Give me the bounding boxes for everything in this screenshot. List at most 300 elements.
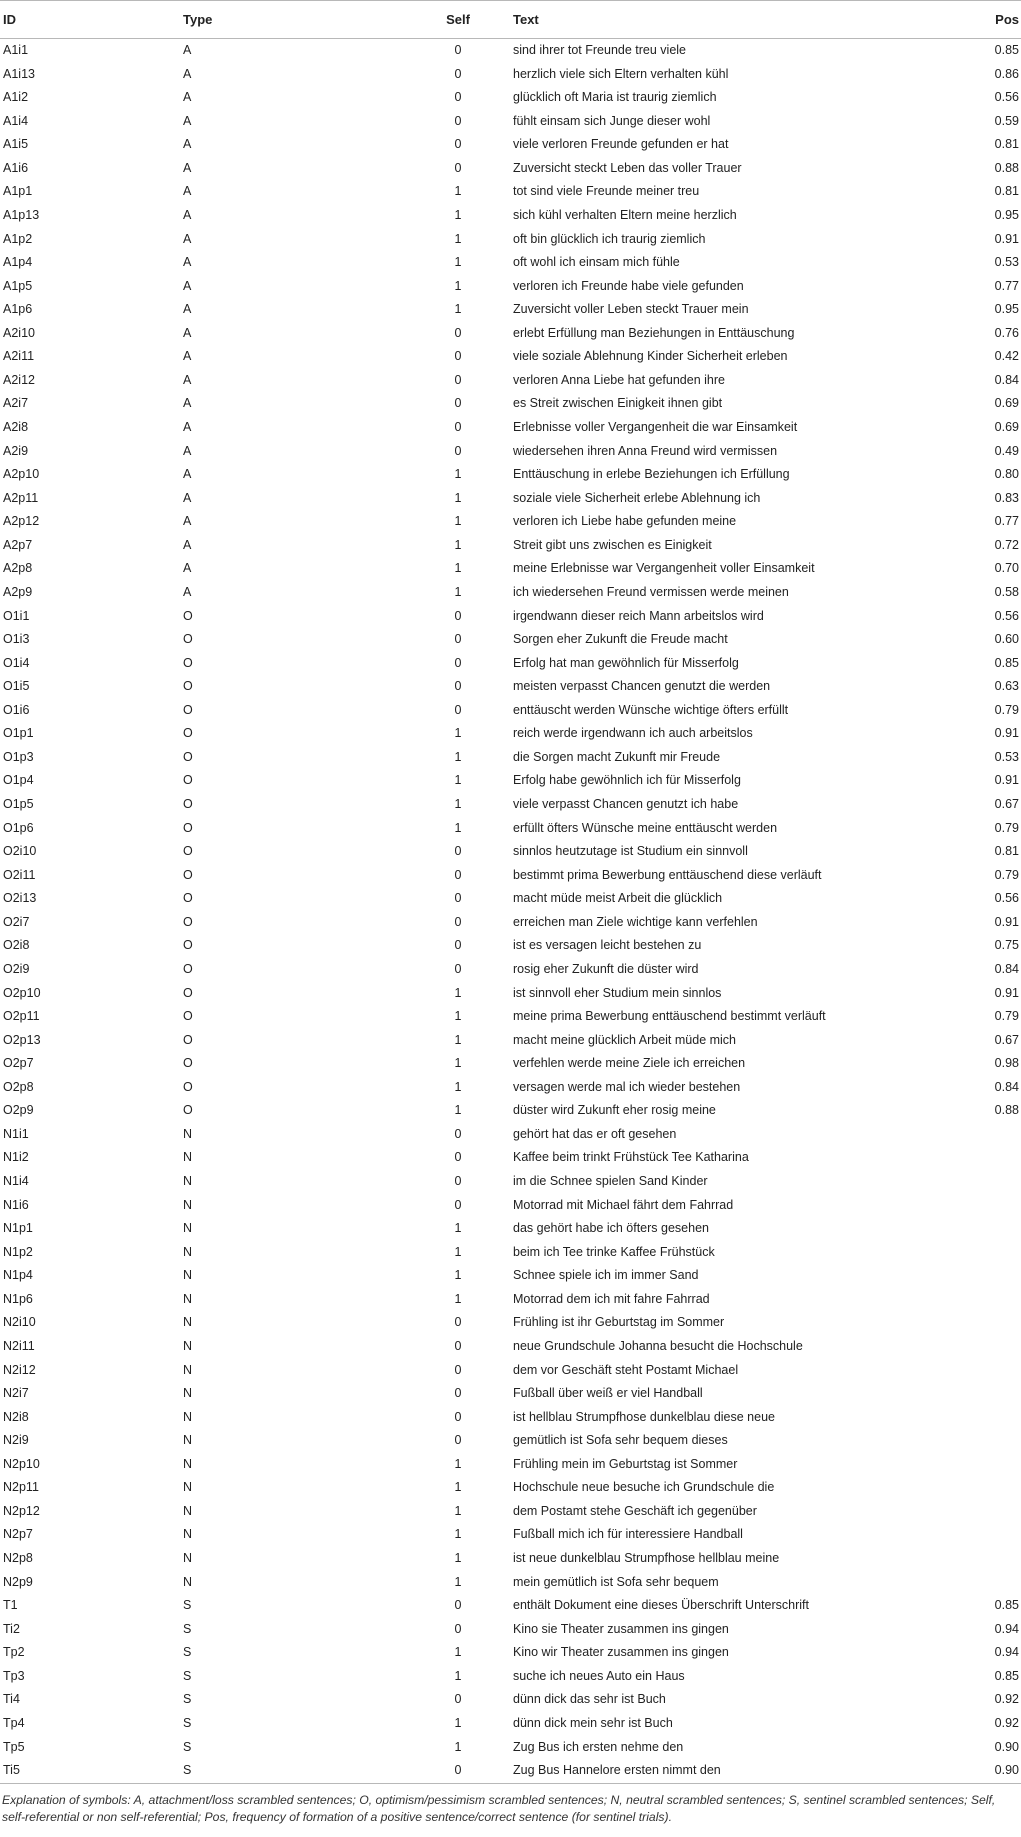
cell-self: 1 <box>454 1268 462 1283</box>
cell-self: 1 <box>454 1551 462 1565</box>
cell-id: Tp4 <box>3 1715 25 1730</box>
cell-text: Erlebnisse voller Vergangenheit die war Einsamkeit <box>513 420 798 434</box>
table-row <box>0 204 1021 228</box>
table-row <box>0 581 1021 605</box>
cell-id: O1i3 <box>3 632 30 647</box>
cell-type: O <box>183 702 193 717</box>
table-row <box>0 1476 1021 1500</box>
cell-self: 1 <box>454 1056 462 1071</box>
table-row <box>0 440 1021 464</box>
cell-id: N1p4 <box>3 1268 33 1283</box>
cell-type: A <box>183 137 192 152</box>
table-row <box>0 817 1021 841</box>
cell-self: 1 <box>454 1645 462 1660</box>
cell-text: neue Grundschule Johanna besucht die Hochschule <box>513 1338 803 1353</box>
table-row <box>0 605 1021 629</box>
table-row <box>0 1429 1021 1453</box>
cell-type: O <box>183 773 193 788</box>
cell-pos: 0.69 <box>994 396 1019 411</box>
cell-id: Tp2 <box>3 1645 25 1660</box>
table-row <box>0 39 1021 63</box>
cell-pos <box>943 1547 1021 1571</box>
cell-self: 1 <box>454 749 462 764</box>
table-row <box>0 1382 1021 1406</box>
table-row <box>0 228 1021 252</box>
cell-id: A1i4 <box>3 113 29 128</box>
table-header-row <box>0 1 1021 39</box>
cell-self: 1 <box>454 1103 462 1118</box>
table-row <box>0 1759 1021 1783</box>
cell-text: gehört hat das er oft gesehen <box>513 1126 677 1141</box>
cell-pos: 0.86 <box>994 66 1019 81</box>
cell-text: oft bin glücklich ich traurig ziemlich <box>513 231 706 246</box>
cell-id: A1p5 <box>3 278 33 293</box>
cell-pos: 0.56 <box>994 891 1019 906</box>
cell-pos: 0.92 <box>994 1715 1019 1730</box>
table-row <box>0 298 1021 322</box>
cell-pos <box>943 1241 1021 1265</box>
cell-type: A <box>183 349 192 364</box>
cell-self: 1 <box>454 820 462 835</box>
cell-id: O1p4 <box>3 773 34 788</box>
cell-text: ich wiedersehen Freund vermissen werde meinen <box>513 584 789 599</box>
cell-id: N2p11 <box>3 1480 39 1495</box>
table-row <box>0 63 1021 87</box>
cell-type: O <box>183 820 193 835</box>
cell-type: O <box>183 961 193 976</box>
cell-text: enttäuscht werden Wünsche wichtige öfters erfüllt <box>513 702 789 717</box>
cell-pos: 0.83 <box>994 490 1019 505</box>
cell-text: Erfolg hat man gewöhnlich für Misserfolg <box>513 655 739 670</box>
table-row <box>0 1523 1021 1547</box>
cell-id: O2p13 <box>3 1032 41 1047</box>
cell-id: O1i1 <box>3 608 30 623</box>
cell-pos: 0.59 <box>994 113 1019 128</box>
cell-self: 0 <box>454 1692 462 1707</box>
cell-self: 0 <box>454 961 462 976</box>
cell-text: dem Postamt stehe Geschäft ich gegenüber <box>513 1503 757 1518</box>
cell-self: 0 <box>454 1409 462 1424</box>
cell-type: A <box>183 467 192 482</box>
cell-self: 1 <box>454 1244 462 1259</box>
cell-id: O1i6 <box>3 702 30 717</box>
cell-self: 0 <box>454 655 462 670</box>
table-row <box>0 180 1021 204</box>
cell-type: N <box>183 1174 193 1188</box>
cell-self: 1 <box>454 490 462 505</box>
cell-text: viele soziale Ablehnung Kinder Sicherheit erleben <box>513 349 788 364</box>
cell-type: N <box>183 1527 193 1542</box>
table-row <box>0 887 1021 911</box>
cell-text: viele verpasst Chancen genutzt ich habe <box>513 797 739 811</box>
cell-text: ist neue dunkelblau Strumpfhose hellblau meine <box>513 1551 780 1565</box>
cell-id: A2p12 <box>3 514 40 529</box>
cell-id: O1i5 <box>3 679 30 694</box>
cell-text: Streit gibt uns zwischen es Einigkeit <box>513 537 712 552</box>
cell-pos: 0.91 <box>994 985 1019 1000</box>
cell-id: A1p2 <box>3 231 33 246</box>
cell-type: N <box>183 1315 193 1330</box>
cell-self: 1 <box>454 467 462 482</box>
cell-self: 1 <box>454 278 462 293</box>
cell-text: wiedersehen ihren Anna Freund wird vermissen <box>513 443 778 458</box>
cell-text: meine prima Bewerbung enttäuschend bestimmt verläuft <box>513 1009 826 1024</box>
table-row <box>0 1736 1021 1760</box>
cell-pos: 0.77 <box>994 278 1019 293</box>
cell-id: O2p7 <box>3 1056 34 1071</box>
cell-text: macht meine glücklich Arbeit müde mich <box>513 1032 737 1047</box>
cell-text: es Streit zwischen Einigkeit ihnen gibt <box>513 396 723 411</box>
cell-self: 0 <box>454 1386 462 1401</box>
cell-id: N2i11 <box>3 1338 35 1353</box>
cell-type: O <box>183 938 193 953</box>
cell-pos: 0.80 <box>994 467 1019 482</box>
cell-type: A <box>183 278 192 293</box>
cell-pos: 0.85 <box>994 1668 1019 1683</box>
table-row <box>0 322 1021 346</box>
cell-type: N <box>183 1386 193 1401</box>
cell-pos: 0.70 <box>994 561 1019 576</box>
cell-self: 1 <box>454 184 462 199</box>
table-row <box>0 510 1021 534</box>
table-row <box>0 1359 1021 1383</box>
cell-text: Kino wir Theater zusammen ins gingen <box>513 1645 729 1660</box>
cell-id: A2i9 <box>3 443 29 458</box>
cell-self: 0 <box>454 1362 462 1377</box>
cell-type: O <box>183 1056 193 1071</box>
table-row <box>0 1712 1021 1736</box>
cell-type: N <box>183 1150 193 1165</box>
cell-self: 1 <box>454 1291 462 1306</box>
cell-text: tot sind viele Freunde meiner treu <box>513 184 700 199</box>
cell-pos: 0.91 <box>994 914 1019 929</box>
table-row <box>0 769 1021 793</box>
cell-type: A <box>183 302 192 317</box>
cell-self: 0 <box>454 679 462 694</box>
cell-type: O <box>183 749 193 764</box>
cell-pos: 0.58 <box>994 584 1019 599</box>
cell-text: mein gemütlich ist Sofa sehr bequem <box>513 1574 719 1589</box>
cell-id: O2p9 <box>3 1103 34 1118</box>
cell-type: S <box>183 1759 403 1783</box>
cell-pos <box>943 1500 1021 1524</box>
cell-type: A <box>183 66 192 81</box>
cell-type: A <box>183 490 192 505</box>
cell-type: O <box>183 844 193 859</box>
column-header-id: ID <box>0 1 183 39</box>
cell-type: S <box>183 1692 192 1707</box>
cell-text: dünn dick mein sehr ist Buch <box>513 1715 673 1730</box>
cell-pos: 0.53 <box>994 255 1019 270</box>
table-row <box>0 934 1021 958</box>
cell-id: N2i9 <box>3 1433 29 1448</box>
cell-pos: 0.79 <box>994 702 1019 717</box>
cell-id: A2p9 <box>3 584 33 599</box>
cell-id: A1i13 <box>3 66 35 81</box>
table-body <box>0 39 1021 1784</box>
cell-type: A <box>183 537 192 552</box>
cell-id: O1p5 <box>3 797 34 811</box>
cell-pos: 0.91 <box>994 726 1019 741</box>
cell-self: 1 <box>454 1527 462 1542</box>
table-row <box>0 1547 1021 1571</box>
cell-text: suche ich neues Auto ein Haus <box>513 1668 685 1683</box>
cell-pos: 0.60 <box>994 632 1019 647</box>
cell-self: 1 <box>454 584 462 599</box>
cell-type: N <box>183 1268 193 1283</box>
cell-self: 0 <box>454 1315 462 1330</box>
cell-type: N <box>183 1433 193 1448</box>
cell-type: N <box>183 1362 193 1377</box>
cell-self: 1 <box>454 1009 462 1024</box>
cell-type: A <box>183 325 192 340</box>
cell-self: 1 <box>454 302 462 317</box>
cell-type: N <box>183 1197 193 1212</box>
cell-pos <box>943 1264 1021 1288</box>
cell-pos <box>943 1523 1021 1547</box>
cell-self: 1 <box>454 561 462 576</box>
cell-pos <box>943 1123 1021 1147</box>
cell-self: 1 <box>454 1574 462 1589</box>
cell-text: Fußball über weiß er viel Handball <box>513 1386 703 1401</box>
cell-id: Ti5 <box>0 1759 183 1783</box>
cell-text: soziale viele Sicherheit erlebe Ablehnung ich <box>513 490 761 505</box>
cell-text: Kino sie Theater zusammen ins gingen <box>513 1621 729 1636</box>
cell-text: enthält Dokument eine dieses Überschrift Unterschrift <box>513 1598 809 1613</box>
cell-self: 0 <box>454 1621 462 1636</box>
cell-text: dünn dick das sehr ist Buch <box>513 1692 666 1707</box>
cell-id: A2i7 <box>3 396 29 411</box>
cell-type: N <box>183 1221 193 1236</box>
table-row <box>0 487 1021 511</box>
table-row <box>0 1029 1021 1053</box>
cell-id: O2i11 <box>3 867 36 882</box>
cell-id: O1p3 <box>3 749 34 764</box>
cell-type: A <box>183 372 192 387</box>
cell-id: O2i7 <box>3 914 30 929</box>
cell-pos: 0.77 <box>994 514 1019 529</box>
cell-self: 1 <box>454 726 462 741</box>
cell-self: 1 <box>454 1032 462 1047</box>
cell-self: 1 <box>454 1715 462 1730</box>
table-row <box>0 1688 1021 1712</box>
cell-type: A <box>183 443 192 458</box>
cell-text: Zug Bus Hannelore ersten nimmt den <box>513 1759 943 1783</box>
cell-id: N2p7 <box>3 1527 33 1542</box>
table-row <box>0 1241 1021 1265</box>
cell-id: N2i7 <box>3 1386 29 1401</box>
cell-type: N <box>183 1409 193 1424</box>
cell-text: beim ich Tee trinke Kaffee Frühstück <box>513 1244 715 1259</box>
cell-self: 1 <box>454 1739 462 1754</box>
cell-text: Kaffee beim trinkt Frühstück Tee Katharina <box>513 1150 749 1165</box>
cell-id: A2p7 <box>3 537 33 552</box>
cell-self: 1 <box>454 207 462 222</box>
cell-type: A <box>183 207 192 222</box>
cell-text: sind ihrer tot Freunde treu viele <box>513 43 687 57</box>
cell-pos <box>943 1288 1021 1312</box>
cell-text: Erfolg habe gewöhnlich ich für Misserfolg <box>513 773 741 788</box>
cell-id: O1p1 <box>3 726 34 741</box>
table-row <box>0 1076 1021 1100</box>
cell-pos <box>943 1311 1021 1335</box>
cell-pos: 0.92 <box>994 1692 1019 1707</box>
cell-id: O1p6 <box>3 820 34 835</box>
cell-text: gemütlich ist Sofa sehr bequem dieses <box>513 1433 728 1448</box>
table-row <box>0 958 1021 982</box>
table-row <box>0 793 1021 817</box>
cell-self: 1 <box>454 1503 462 1518</box>
cell-id: A2p11 <box>3 490 39 505</box>
cell-self: 1 <box>454 1079 462 1094</box>
cell-type: O <box>183 797 193 811</box>
cell-type: N <box>183 1244 193 1259</box>
table-row <box>0 911 1021 935</box>
cell-pos: 0.85 <box>994 43 1019 57</box>
cell-type: A <box>183 184 192 199</box>
cell-id: Tp5 <box>3 1739 25 1754</box>
cell-text: sich kühl verhalten Eltern meine herzlich <box>513 207 737 222</box>
cell-text: Enttäuschung in erlebe Beziehungen ich Erfüllung <box>513 467 790 482</box>
table-row <box>0 1052 1021 1076</box>
table-row <box>0 1500 1021 1524</box>
cell-text: versagen werde mal ich wieder bestehen <box>513 1079 741 1094</box>
cell-pos <box>943 1146 1021 1170</box>
cell-type: N <box>183 1291 193 1306</box>
cell-pos: 0.91 <box>994 231 1019 246</box>
cell-text: meisten verpasst Chancen genutzt die werden <box>513 679 771 694</box>
cell-id: O2i10 <box>3 844 37 859</box>
cell-type: A <box>183 514 192 529</box>
cell-self: 0 <box>454 1150 462 1165</box>
cell-id: O2i13 <box>3 891 37 906</box>
cell-text: erfüllt öfters Wünsche meine enttäuscht werden <box>513 820 778 835</box>
cell-pos: 0.88 <box>994 1103 1019 1118</box>
cell-type: A <box>183 160 192 175</box>
table-row <box>0 534 1021 558</box>
cell-id: N2p8 <box>3 1551 33 1565</box>
cell-id: A1i6 <box>3 160 29 175</box>
cell-self: 0 <box>454 113 462 128</box>
cell-self: 1 <box>454 1480 462 1495</box>
table-row <box>0 392 1021 416</box>
table-row <box>0 1641 1021 1665</box>
cell-id: O1i4 <box>3 655 30 670</box>
cell-type: O <box>183 985 193 1000</box>
table-row <box>0 652 1021 676</box>
cell-type: S <box>183 1598 192 1613</box>
cell-pos: 0.85 <box>994 1598 1019 1613</box>
cell-pos: 0.42 <box>994 349 1019 364</box>
cell-pos: 0.79 <box>994 820 1019 835</box>
cell-type: A <box>183 255 192 270</box>
cell-self: 1 <box>454 773 462 788</box>
cell-self: 0 <box>454 349 462 364</box>
cell-type: O <box>183 1032 193 1047</box>
cell-pos: 0.75 <box>994 938 1019 953</box>
cell-type: A <box>183 561 192 576</box>
cell-type: O <box>183 726 193 741</box>
cell-type: O <box>183 679 193 694</box>
table-row <box>0 1665 1021 1689</box>
table-row <box>0 345 1021 369</box>
cell-pos <box>943 1382 1021 1406</box>
cell-pos: 0.91 <box>994 773 1019 788</box>
cell-self: 1 <box>454 255 462 270</box>
cell-pos: 0.72 <box>994 537 1019 552</box>
cell-pos: 0.94 <box>994 1645 1019 1660</box>
cell-text: macht müde meist Arbeit die glücklich <box>513 891 723 906</box>
table-row <box>0 275 1021 299</box>
cell-pos: 0.81 <box>994 137 1019 152</box>
table-row <box>0 1618 1021 1642</box>
cell-pos <box>943 1217 1021 1241</box>
table-row <box>0 1217 1021 1241</box>
table-row <box>0 416 1021 440</box>
cell-pos: 0.84 <box>994 372 1019 387</box>
cell-id: N1p1 <box>3 1221 33 1236</box>
table-row <box>0 628 1021 652</box>
cell-text: ist sinnvoll eher Studium mein sinnlos <box>513 985 722 1000</box>
cell-self: 0 <box>454 1126 462 1141</box>
table-row <box>0 251 1021 275</box>
table-row <box>0 110 1021 134</box>
cell-text: im die Schnee spielen Sand Kinder <box>513 1174 708 1188</box>
cell-id: A1i5 <box>3 137 29 152</box>
cell-type: N <box>183 1480 193 1495</box>
cell-text: Fußball mich ich für interessiere Handball <box>513 1527 743 1542</box>
cell-pos <box>943 1170 1021 1194</box>
cell-self: 0 <box>454 160 462 175</box>
cell-pos: 0.90 <box>943 1759 1021 1783</box>
cell-text: reich werde irgendwann ich auch arbeitslos <box>513 726 753 741</box>
cell-pos: 0.88 <box>994 160 1019 175</box>
cell-text: rosig eher Zukunft die düster wird <box>513 961 699 976</box>
cell-pos: 0.95 <box>994 302 1019 317</box>
cell-id: N2p12 <box>3 1503 40 1518</box>
cell-type: O <box>183 867 193 882</box>
cell-self: 1 <box>454 1668 462 1683</box>
table-row <box>0 1335 1021 1359</box>
cell-text: dem vor Geschäft steht Postamt Michael <box>513 1362 739 1377</box>
table-row <box>0 557 1021 581</box>
cell-id: N1i6 <box>3 1197 29 1212</box>
table-row <box>0 1594 1021 1618</box>
cell-text: Sorgen eher Zukunft die Freude macht <box>513 632 728 647</box>
cell-pos: 0.84 <box>994 1079 1019 1094</box>
table-row <box>0 369 1021 393</box>
cell-self: 0 <box>454 1338 462 1353</box>
cell-text: verloren ich Liebe habe gefunden meine <box>513 514 737 529</box>
cell-self: 0 <box>454 66 462 81</box>
table-row <box>0 699 1021 723</box>
cell-type: O <box>183 1079 193 1094</box>
cell-self: 0 <box>454 137 462 152</box>
cell-id: Tp3 <box>3 1668 25 1683</box>
cell-pos <box>943 1335 1021 1359</box>
cell-type: A <box>183 396 192 411</box>
cell-pos: 0.95 <box>994 207 1019 222</box>
cell-text: irgendwann dieser reich Mann arbeitslos wird <box>513 608 764 623</box>
cell-self: 0 <box>454 1197 462 1212</box>
cell-type: N <box>183 1338 193 1353</box>
cell-text: die Sorgen macht Zukunft mir Freude <box>513 749 721 764</box>
cell-self: 0 <box>454 325 462 340</box>
cell-id: N1i4 <box>3 1174 29 1188</box>
table-row <box>0 1146 1021 1170</box>
cell-text: Motorrad dem ich mit fahre Fahrrad <box>513 1291 710 1306</box>
cell-type: O <box>183 1009 193 1024</box>
